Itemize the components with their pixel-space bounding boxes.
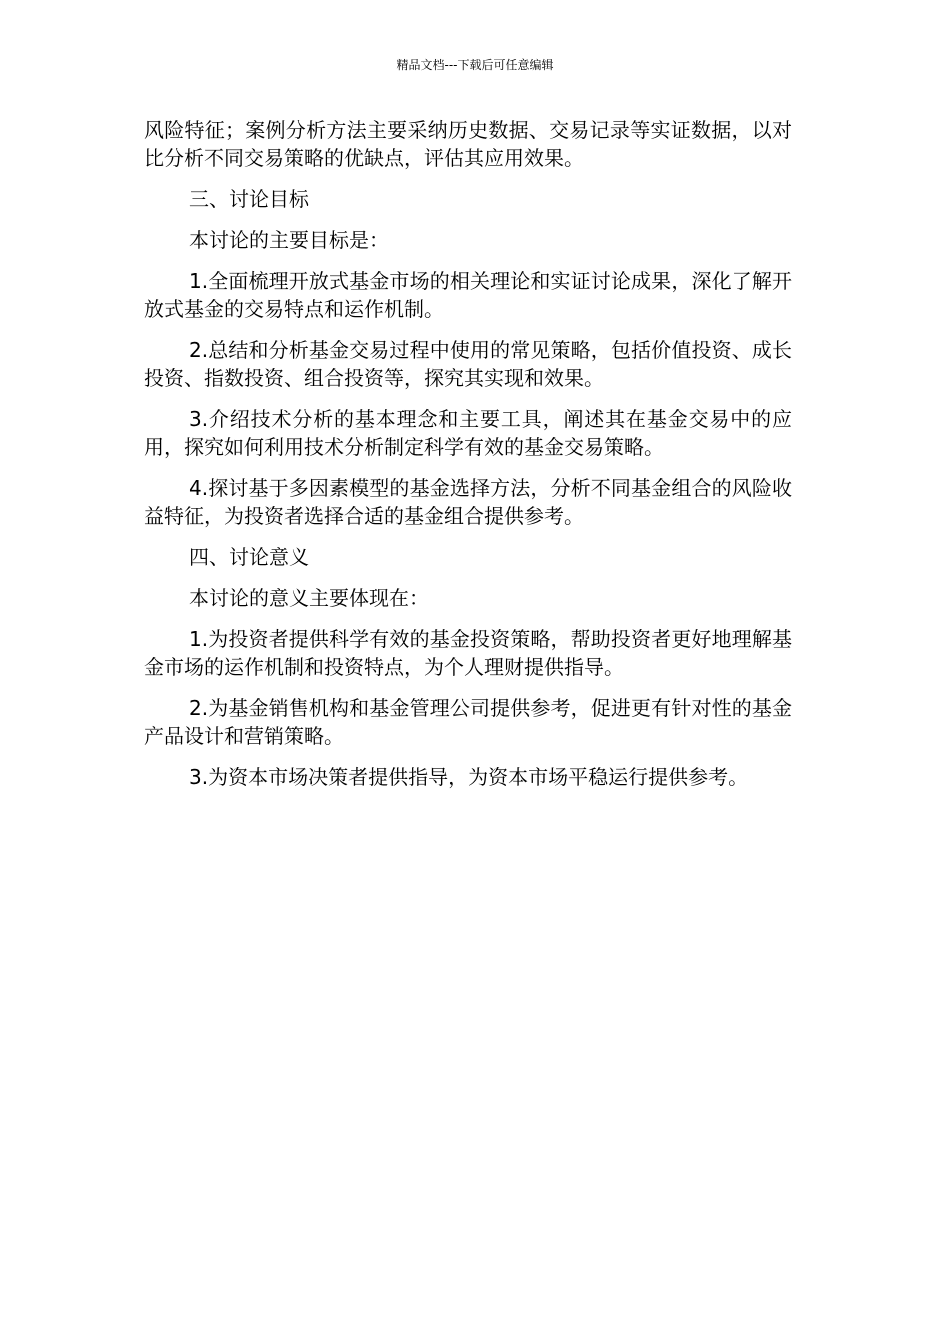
section-heading-significance: 四、讨论意义 [189,545,309,569]
goal-item-2: 2.总结和分析基金交易过程中使用的常见策略，包括价值投资、成长投资、指数投资、组合投资等，探究其实现和效果。 [144,338,792,390]
paragraph-significance-intro: 本讨论的意义主要体现在： [189,586,429,610]
page-header: 精品文档---下载后可任意编辑 [396,58,554,72]
goal-item-1: 1.全面梳理开放式基金市场的相关理论和实证讨论成果，深化了解开放式基金的交易特点和运作机制。 [144,269,792,321]
goal-item-3: 3.介绍技术分析的基本理念和主要工具，阐述其在基金交易中的应用，探究如何利用技术分析制定科学有效的基金交易策略。 [144,407,792,459]
significance-item-1: 1.为投资者提供科学有效的基金投资策略，帮助投资者更好地理解基金市场的运作机制和投资特点，为个人理财提供指导。 [144,627,792,679]
significance-item-3: 3.为资本市场决策者提供指导，为资本市场平稳运行提供参考。 [189,765,749,789]
document-body [144,116,792,804]
paragraph-continuation: 风险特征；案例分析方法主要采纳历史数据、交易记录等实证数据，以对比分析不同交易策略的优缺点，评估其应用效果。 [144,118,792,170]
paragraph-goals-intro: 本讨论的主要目标是： [189,228,389,252]
goal-item-4: 4.探讨基于多因素模型的基金选择方法，分析不同基金组合的风险收益特征，为投资者选择合适的基金组合提供参考。 [144,476,792,528]
section-heading-goals: 三、讨论目标 [189,187,309,211]
significance-item-2: 2.为基金销售机构和基金管理公司提供参考，促进更有针对性的基金产品设计和营销策略。 [144,696,792,748]
